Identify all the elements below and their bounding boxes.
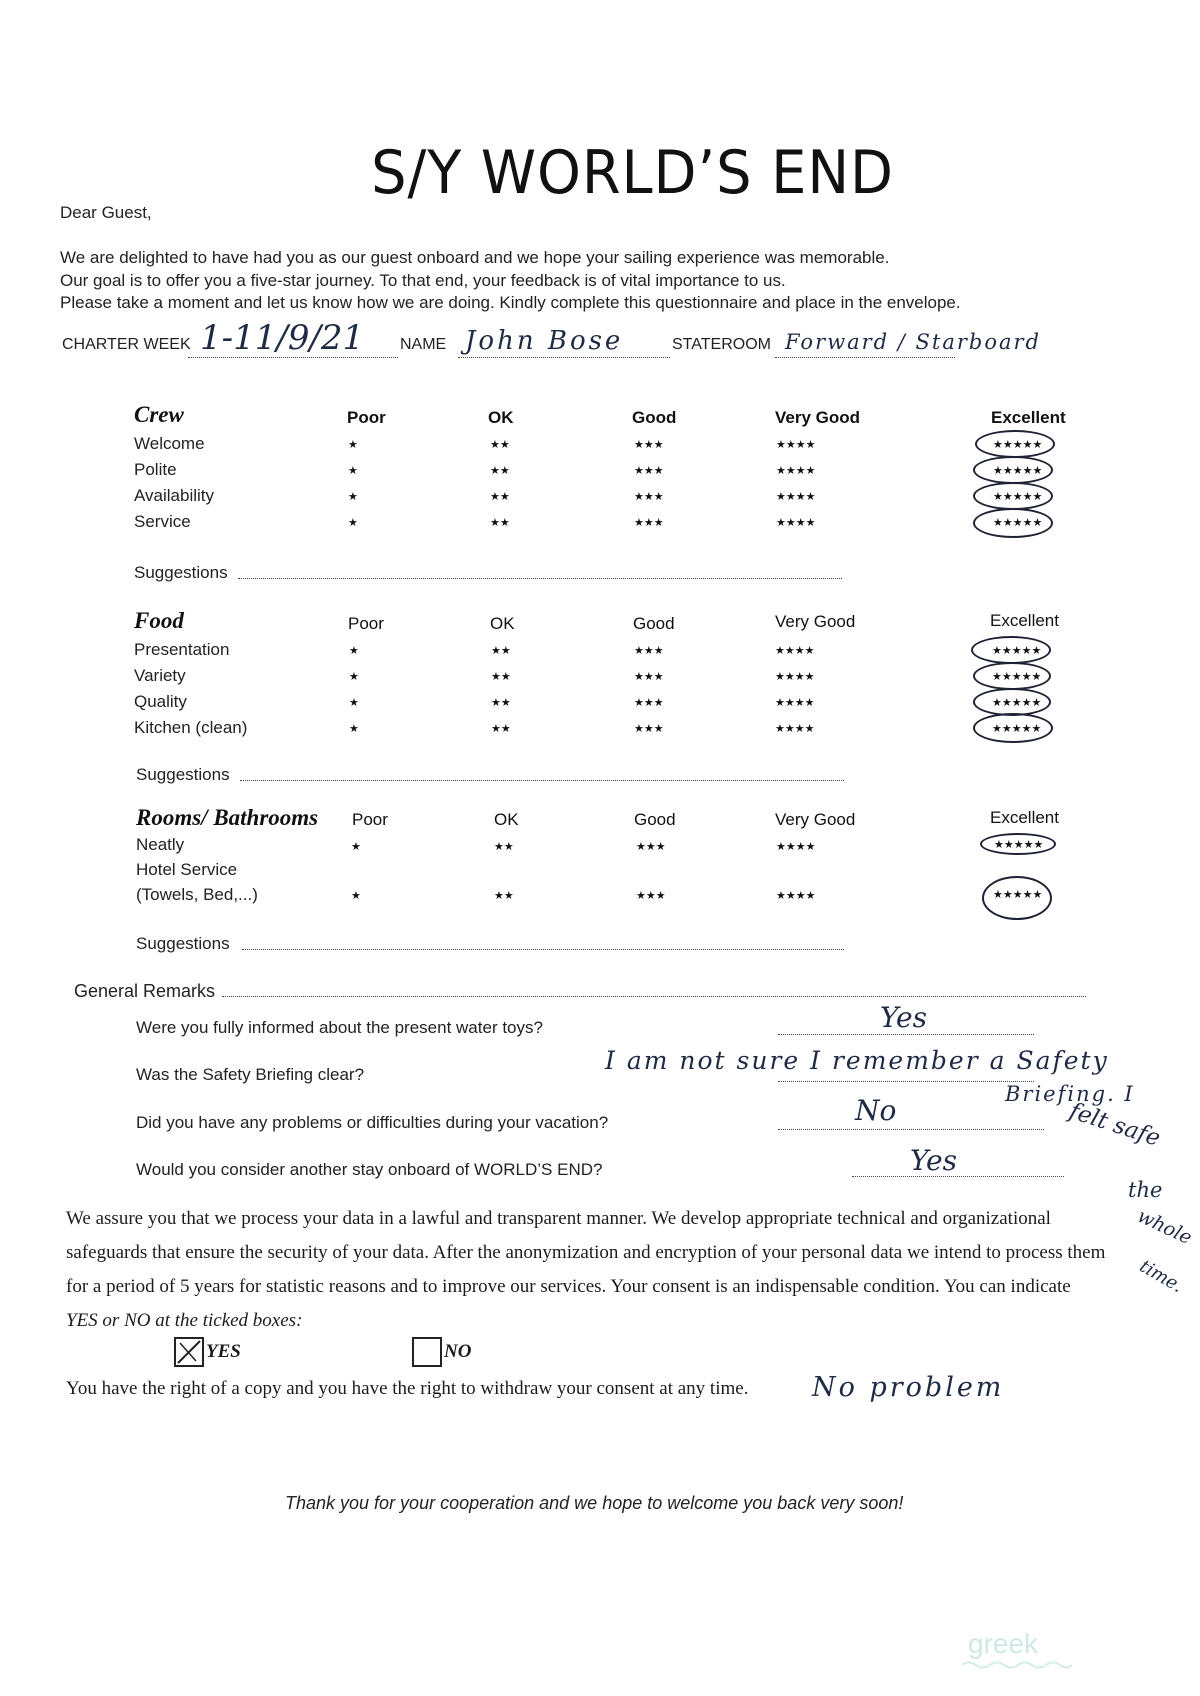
rating-very-good[interactable]: ★★★★ [776,490,816,503]
rooms-section-title: Rooms/ Bathrooms [136,805,319,830]
rating-excellent[interactable]: ★★★★★ [993,464,1043,477]
rating-good[interactable]: ★★★ [634,464,664,477]
selected-circle [980,833,1056,855]
crew-item-service: Service [134,512,191,531]
consent-line-3: for a period of 5 years for statistic reasons and to improve our services. Your consent is an indispensable condition. You can indicate [66,1276,1071,1297]
crew-item-polite: Polite [134,460,177,479]
rating-good[interactable]: ★★★ [634,490,664,503]
food-suggestions-field[interactable] [240,780,844,781]
food-item-kitchen: Kitchen (clean) [134,718,248,737]
answer-problems[interactable]: No [855,1094,897,1127]
name-label: NAME [400,336,447,353]
rooms-header-very-good: Very Good [775,810,856,829]
answer-safety-line-3[interactable]: felt safe [1066,1098,1164,1152]
rating-excellent[interactable]: ★★★★★ [993,490,1043,503]
rating-poor[interactable]: ★ [351,840,361,853]
consent-line-1: We assure you that we process your data in a lawful and transparent manner. We develop appropriate technical and organizational [66,1208,1051,1229]
food-header-good: Good [633,614,675,633]
question-water-toys: Were you fully informed about the present water toys? [136,1018,543,1037]
food-header-excellent: Excellent [990,611,1059,630]
rating-ok[interactable]: ★★ [494,840,514,853]
rating-good[interactable]: ★★★ [634,438,664,451]
crew-item-welcome: Welcome [134,434,205,453]
rating-poor[interactable]: ★ [348,490,358,503]
rating-good[interactable]: ★★★ [634,670,664,683]
answer-safety-line-1[interactable]: I am not sure I remember a Safety [605,1046,1109,1075]
rating-good[interactable]: ★★★ [634,516,664,529]
rating-very-good[interactable]: ★★★★ [775,722,815,735]
selected-circle [971,636,1051,664]
rating-excellent[interactable]: ★★★★★ [993,516,1043,529]
food-header-ok: OK [490,614,515,633]
rating-very-good[interactable]: ★★★★ [776,889,816,902]
wave-icon [962,1660,1072,1670]
crew-header-poor: Poor [347,408,386,427]
rating-ok[interactable]: ★★ [494,889,514,902]
rating-very-good[interactable]: ★★★★ [775,696,815,709]
answer-stay-again[interactable]: Yes [910,1144,957,1177]
rating-ok[interactable]: ★★ [491,644,511,657]
rating-excellent[interactable]: ★★★★★ [993,438,1043,451]
food-header-poor: Poor [348,614,384,633]
consent-line-2: safeguards that ensure the security of your data. After the anonymization and encryption of your personal data we intend to process them [66,1242,1106,1263]
rooms-header-excellent: Excellent [990,808,1059,827]
rating-very-good[interactable]: ★★★★ [775,644,815,657]
consent-no-checkbox[interactable] [412,1337,442,1367]
rating-poor[interactable]: ★ [351,889,361,902]
rating-excellent[interactable]: ★★★★★ [994,838,1044,851]
food-item-presentation: Presentation [134,640,230,659]
consent-no-label: NO [444,1341,472,1362]
rating-poor[interactable]: ★ [348,516,358,529]
rating-excellent[interactable]: ★★★★★ [992,722,1042,735]
rooms-header-poor: Poor [352,810,388,829]
rating-ok[interactable]: ★★ [490,490,510,503]
rating-poor[interactable]: ★ [348,438,358,451]
rating-very-good[interactable]: ★★★★ [776,464,816,477]
consent-rights-text: You have the right of a copy and you have the right to withdraw your consent at any time. [66,1378,749,1399]
consent-rights-answer[interactable]: No problem [812,1372,1005,1403]
rating-poor[interactable]: ★ [349,696,359,709]
crew-header-very-good: Very Good [775,408,861,427]
rating-ok[interactable]: ★★ [490,516,510,529]
rooms-suggestions-field[interactable] [242,949,844,950]
crew-header-ok: OK [488,408,514,427]
rating-good[interactable]: ★★★ [634,722,664,735]
greeting: Dear Guest, [60,203,152,222]
charter-week-label: CHARTER WEEK [62,336,191,353]
rooms-header-good: Good [634,810,676,829]
rooms-item-towels-bed: (Towels, Bed,...) [136,885,258,904]
rating-excellent[interactable]: ★★★★★ [992,644,1042,657]
rating-excellent[interactable]: ★★★★★ [992,696,1042,709]
rating-poor[interactable]: ★ [349,722,359,735]
rating-very-good[interactable]: ★★★★ [775,670,815,683]
rating-very-good[interactable]: ★★★★ [776,840,816,853]
consent-line-4: YES or NO at the ticked boxes: [66,1310,303,1331]
food-header-very-good: Very Good [775,612,856,631]
consent-yes-checkbox[interactable] [174,1337,204,1367]
crew-header-good: Good [632,408,677,427]
selected-circle [973,508,1053,538]
rating-excellent[interactable]: ★★★★★ [992,670,1042,683]
stateroom-label: STATEROOM [672,336,771,353]
rating-very-good[interactable]: ★★★★ [776,438,816,451]
rooms-header-ok: OK [494,810,519,829]
crew-suggestions-field[interactable] [238,578,842,579]
crew-section-title: Crew [134,402,184,427]
thank-you-note: Thank you for your cooperation and we hope to welcome you back very soon! [285,1493,904,1513]
crew-item-availability: Availability [134,486,215,505]
selected-circle [975,430,1055,458]
food-section-title: Food [134,608,184,633]
selected-circle [973,456,1053,484]
rooms-item-hotel-service: Hotel Service [136,860,238,879]
rating-ok[interactable]: ★★ [491,670,511,683]
rating-poor[interactable]: ★ [349,670,359,683]
rating-ok[interactable]: ★★ [490,464,510,477]
rating-excellent[interactable]: ★★★★★ [993,888,1043,901]
answer-line [778,1081,1034,1082]
page-title: S/Y WORLD’S END [371,138,894,208]
checkmark-x-icon [176,1339,202,1365]
food-item-quality: Quality [134,692,187,711]
food-suggestions-label: Suggestions [136,765,230,784]
name-field[interactable]: John Bose [465,326,624,356]
selected-circle [973,662,1051,690]
rating-good[interactable]: ★★★ [636,840,666,853]
stateroom-line [775,357,955,358]
rating-ok[interactable]: ★★ [490,438,510,451]
rating-ok[interactable]: ★★ [491,696,511,709]
answer-line [852,1176,1064,1177]
answer-safety-line-4[interactable]: the [1128,1178,1163,1202]
charter-week-field[interactable]: 1-11/9/21 [200,318,365,358]
rooms-item-neatly: Neatly [136,835,185,854]
name-line [458,357,670,358]
answer-line [778,1129,1044,1130]
selected-circle [973,713,1053,743]
rating-good[interactable]: ★★★ [634,644,664,657]
rating-poor[interactable]: ★ [349,644,359,657]
crew-header-excellent: Excellent [991,408,1066,427]
selected-circle [982,876,1052,920]
general-remarks-label: General Remarks [74,981,216,1001]
answer-safety-line-5[interactable]: whole [1134,1204,1196,1250]
food-item-variety: Variety [134,666,186,685]
answer-safety-line-6[interactable]: time. [1135,1255,1187,1298]
question-safety-briefing: Was the Safety Briefing clear? [136,1065,365,1084]
crew-suggestions-label: Suggestions [134,563,228,582]
intro-line-3: Please take a moment and let us know how we are doing. Kindly complete this questionnaire and place in the envelope. [60,293,961,312]
selected-circle [973,482,1053,510]
answer-safety-line-2[interactable]: Briefing. I [1005,1082,1135,1106]
general-remarks-field[interactable] [222,996,1086,997]
stateroom-field[interactable]: Forward / Starboard [785,330,1041,354]
intro-line-1: We are delighted to have had you as our guest onboard and we hope your sailing experience was memorable. [60,248,890,267]
question-problems: Did you have any problems or difficulties during your vacation? [136,1113,609,1132]
intro-line-2: Our goal is to offer you a five-star journey. To that end, your feedback is of vital importance to us. [60,271,786,290]
selected-circle [973,688,1051,716]
question-stay-again: Would you consider another stay onboard of WORLD’S END? [136,1160,603,1179]
answer-line [778,1034,1034,1035]
watermark-logo: greek [968,1628,1039,1659]
rating-good[interactable]: ★★★ [634,696,664,709]
answer-water-toys[interactable]: Yes [880,1001,927,1034]
rooms-suggestions-label: Suggestions [136,934,230,953]
rating-good[interactable]: ★★★ [636,889,666,902]
rating-very-good[interactable]: ★★★★ [776,516,816,529]
rating-poor[interactable]: ★ [348,464,358,477]
rating-ok[interactable]: ★★ [491,722,511,735]
consent-yes-label: YES [206,1341,241,1362]
